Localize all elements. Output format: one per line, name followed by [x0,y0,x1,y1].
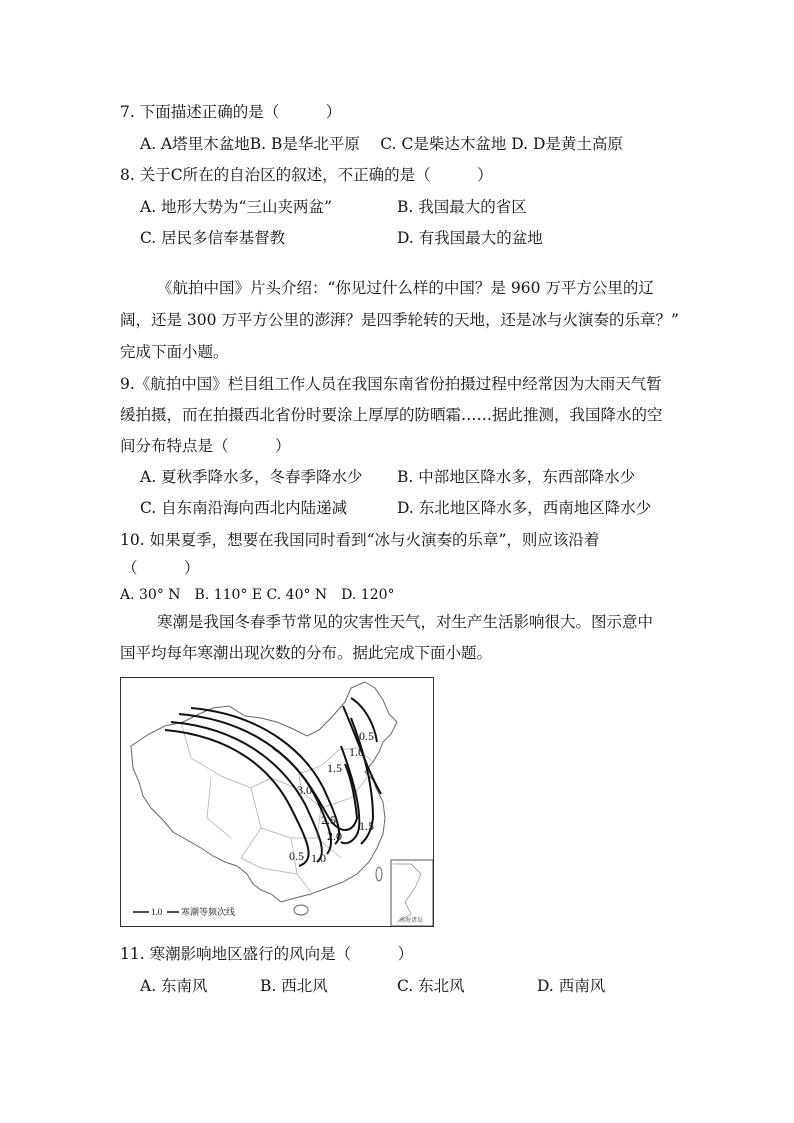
q7-stem: 7. 下面描述正确的是（ ） [120,103,342,121]
q9-option-a: A. 夏秋季降水多，冬春季降水少 [140,468,363,486]
map-label: 1.5 [359,819,374,833]
inset-label: 南海诸岛 [399,918,424,924]
intro1-line2: 阔，还是 300 万平方公里的澎湃？是四季轮转的天地，还是冰与火演奏的乐章？” [120,311,679,329]
q10-stem: 10. 如果夏季，想要在我国同时看到“冰与火演奏的乐章”，则应该沿着 [120,531,600,549]
q11-option-c: C. 东北风 [397,977,465,995]
q8-option-c: C. 居民多信奉基督教 [140,229,286,247]
intro2-line1: 寒潮是我国冬春季节常见的灾害性天气，对生产生活影响很大。图示意中 [157,613,654,631]
taiwan-island [376,867,382,881]
q9-option-c: C. 自东南沿海向西北内陆递减 [140,499,348,517]
q11-option-a: A. 东南风 [140,977,208,995]
q8-option-d: D. 有我国最大的盆地 [397,229,543,247]
map-label: 1.0 [349,745,364,759]
map-label: 0.5 [289,849,304,863]
q11-option-d: D. 西南风 [537,977,606,995]
q7-options: A. A塔里木盆地B. B是华北平原 C. C是柴达木盆地 D. D是黄土高原 [140,135,623,153]
q9-line2: 缓拍摄，而在拍摄西北省份时要涂上厚厚的防晒霜……据此推测，我国降水的空 [120,406,663,424]
q9-option-d: D. 东北地区降水多，西南地区降水少 [397,499,652,517]
q11-stem: 11. 寒潮影响地区盛行的风向是（ ） [120,945,414,963]
map-label: 3.0 [297,783,312,797]
intro1-line1: 《航拍中国》片头介绍：“你见过什么样的中国？是 960 万平方公里的辽 [157,279,654,297]
q9-line1: 9.《航拍中国》栏目组工作人员在我国东南省份拍摄过程中经常因为大雨天气暂 [120,375,662,393]
q8-option-b: B. 我国最大的省区 [397,198,527,216]
q8-stem: 8. 关于C所在的自治区的叙述，不正确的是（ ） [120,166,493,184]
province-borders [181,722,373,892]
intro1-line3: 完成下面小题。 [120,343,229,361]
cold-wave-map [120,677,434,927]
intro2-line2: 国平均每年寒潮出现次数的分布。据此完成下面小题。 [120,644,493,662]
legend-label: 寒潮等频次线 [181,907,236,917]
map-label: 1.0 [311,851,326,865]
map-label: 2.0 [327,829,342,843]
q8-option-a: A. 地形大势为“三山夹两盆” [140,198,332,216]
map-label: 0.5 [359,729,374,743]
q10-options: A. 30° N B. 110° E C. 40° N D. 120° [120,587,395,603]
q9-option-b: B. 中部地区降水多，东西部降水少 [397,468,636,486]
isoline-3-0 [273,748,357,830]
legend-value: 1.0 [151,907,163,917]
hainan-island [294,905,308,915]
q11-option-b: B. 西北风 [260,977,328,995]
map-label: 1.5 [327,761,342,775]
map-label: 2.5 [321,813,336,827]
china-map-svg [121,678,433,926]
china-outline [131,682,397,902]
isoline-0-5-west [165,730,309,866]
q10-paren: （ ） [122,559,200,577]
inset-frame [391,860,433,926]
q9-line3: 间分布特点是（ ） [120,437,291,455]
